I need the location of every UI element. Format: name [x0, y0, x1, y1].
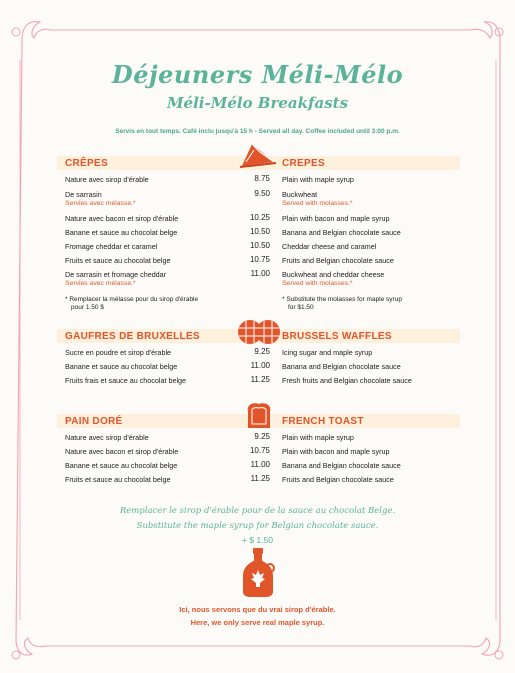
- menu-item-note-en: Served with molasses.*: [282, 200, 353, 207]
- menu-item-en: Buckwheat: [282, 190, 318, 199]
- served-all-day-text: Servis en tout temps. Café inclu jusqu'à 15 h - Served all day. Coffee included until 3:00 p.m.: [115, 128, 400, 135]
- menu-item-price: 10.75: [249, 446, 270, 455]
- menu-item-fr: Nature avec bacon et sirop d'érable: [65, 447, 179, 456]
- menu-item-fr: Nature avec bacon et sirop d'érable: [65, 214, 179, 223]
- menu-item-fr: Sucre en poudre et sirop d'érable: [65, 348, 172, 357]
- menu-item-fr: De sarrasin: [65, 190, 102, 199]
- menu-item-en: Banana and Belgian chocolate sauce: [282, 228, 401, 237]
- crepes-title-en: CREPES: [282, 158, 325, 169]
- menu-item-fr: Banane et sauce au chocolat belge: [65, 362, 178, 371]
- substitute-text-en: Substitute the maple syrup for Belgian chocolate sauce.: [136, 521, 379, 531]
- menu-item-price: 9.25: [254, 432, 270, 441]
- menu-item-note-en: Served with molasses.*: [282, 280, 353, 287]
- menu-item-en: Plain with maple syrup: [282, 433, 354, 442]
- menu-item-fr: De sarrasin et fromage cheddar: [65, 270, 167, 279]
- menu-item-fr: Banane et sauce au chocolat belge: [65, 461, 178, 470]
- menu-item-en: Banana and Belgian chocolate sauce: [282, 461, 401, 470]
- maple-syrup-bottle-icon: [240, 548, 276, 598]
- menu-item-fr: Fruits et sauce au chocolat belge: [65, 475, 171, 484]
- menu-title-fr: Déjeuners Méli-Mélo: [111, 60, 404, 89]
- menu-item-price: 10.75: [249, 255, 270, 264]
- waffles-title-fr: GAUFRES DE BRUXELLES: [65, 331, 200, 342]
- menu-item-note-fr: Servies avec mélasse.*: [65, 200, 136, 207]
- crepe-icon: [238, 140, 278, 170]
- menu-item-note-fr: Servies avec mélasse.*: [65, 280, 136, 287]
- menu-item-price: 11.25: [250, 474, 270, 483]
- toast-title-fr: PAIN DORÉ: [65, 416, 123, 427]
- menu-item-fr: Nature avec sirop d'érable: [65, 175, 149, 184]
- menu-item-en: Plain with bacon and maple syrup: [282, 214, 390, 223]
- menu-item-en: Fruits and Belgian chocolate sauce: [282, 256, 394, 265]
- menu-item-price: 10.50: [249, 227, 270, 236]
- menu-item-en: Cheddar cheese and caramel: [282, 242, 377, 251]
- crepes-footnote-en: * Substitute the molasses for maple syrup for $1.50: [282, 296, 402, 311]
- menu-item-en: Fresh fruits and Belgian chocolate sauce: [282, 376, 412, 385]
- menu-item-fr: Banane et sauce au chocolat belge: [65, 228, 178, 237]
- menu-item-en: Plain with bacon and maple syrup: [282, 447, 390, 456]
- menu-item-en: Banana and Belgian chocolate sauce: [282, 362, 401, 371]
- crepes-title-fr: CRÊPES: [65, 158, 108, 169]
- substitute-text-fr: Remplacer le sirop d'érable pour de la sauce au chocolat Belge.: [119, 506, 396, 516]
- menu-item-fr: Fruits frais et sauce au chocolat belge: [65, 376, 187, 385]
- menu-item-price: 10.50: [249, 241, 270, 250]
- menu-item-price: 11.00: [250, 269, 270, 278]
- menu-item-price: 10.25: [249, 213, 270, 222]
- substitute-price: + $ 1.50: [242, 535, 273, 545]
- waffles-title-en: BRUSSELS WAFFLES: [282, 331, 392, 342]
- toast-icon: [244, 400, 274, 430]
- waffle-icon: [236, 318, 282, 346]
- menu-item-en: Plain with maple syrup: [282, 175, 354, 184]
- closing-text-en: Here, we only serve real maple syrup.: [190, 618, 325, 627]
- menu-item-fr: Fruits et sauce au chocolat belge: [65, 256, 171, 265]
- menu-item-en: Icing sugar and maple syrup: [282, 348, 373, 357]
- menu-item-price: 11.00: [250, 460, 270, 469]
- menu-item-price: 8.75: [254, 174, 270, 183]
- menu-item-fr: Fromage cheddar et caramel: [65, 242, 158, 251]
- menu-item-price: 9.50: [254, 189, 270, 198]
- menu-title-en: Méli-Mélo Breakfasts: [166, 94, 349, 112]
- menu-item-fr: Nature avec sirop d'érable: [65, 433, 149, 442]
- menu-item-price: 11.00: [250, 361, 270, 370]
- menu-item-en: Buckwheat and cheddar cheese: [282, 270, 385, 279]
- crepes-footnote-fr: * Remplacer la mélasse pour du sirop d'érable pour 1.50 $: [65, 296, 199, 311]
- menu-item-price: 9.25: [254, 347, 270, 356]
- toast-title-en: FRENCH TOAST: [282, 416, 364, 427]
- menu-item-en: Fruits and Belgian chocolate sauce: [282, 475, 394, 484]
- closing-text-fr: Ici, nous servons que du vrai sirop d'érable.: [179, 605, 336, 614]
- menu-item-price: 11.25: [250, 375, 270, 384]
